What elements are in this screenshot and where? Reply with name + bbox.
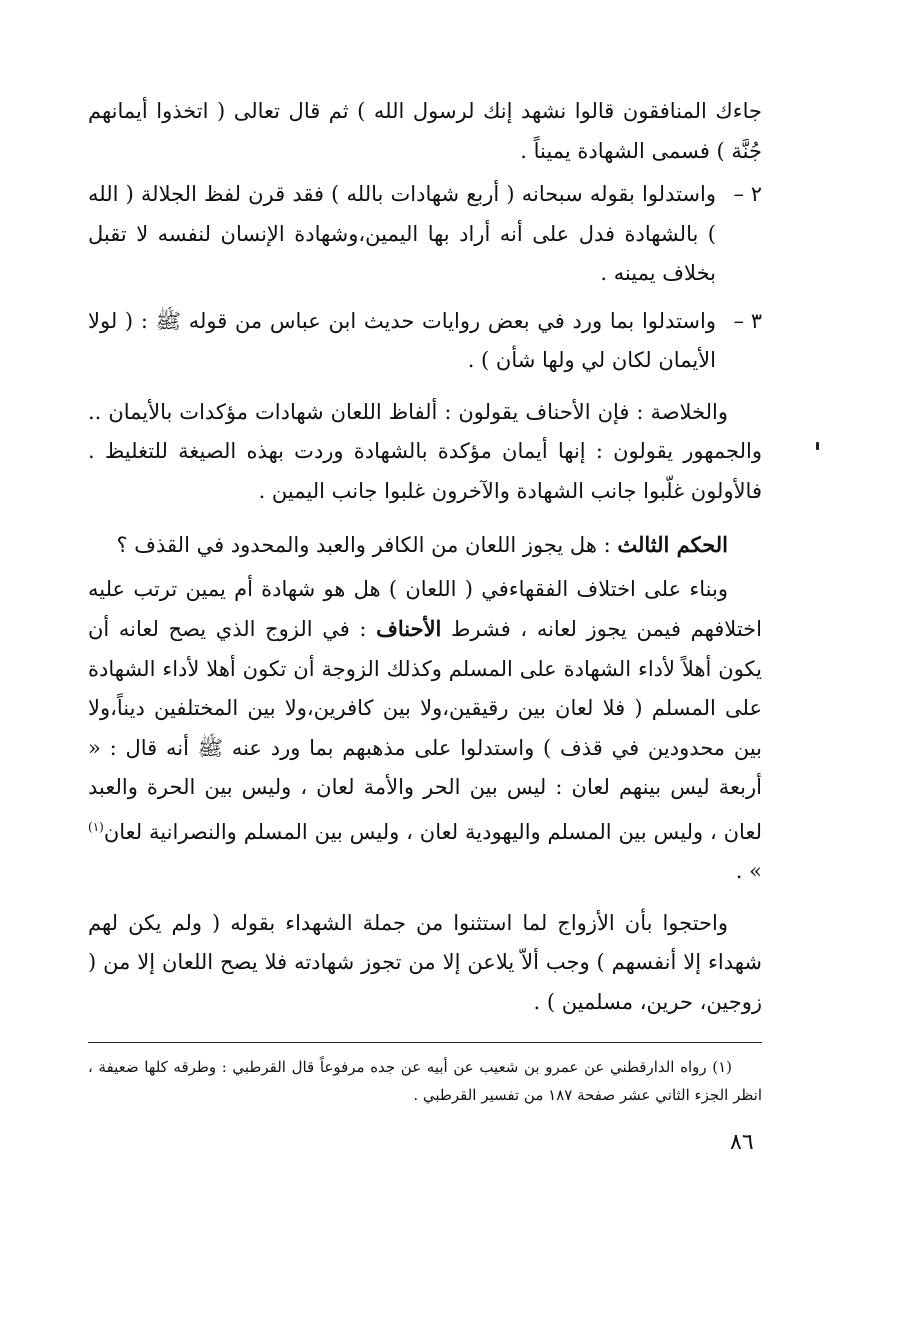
footnote-text: (١) رواه الدارقطني عن عمرو بن شعيب عن أبيه عن جده مرفوعاً قال القرطبي : وطرقه كلها ضعيفة ، انظر الجزء الثاني عشر صفحة ١٨٧ من تفسير القرطبي . [88, 1058, 762, 1104]
page-number: ٨٦ [730, 1130, 754, 1155]
ruling-text-body: : في الزوج الذي يصح لعانه أن يكون أهلاً لأداء الشهادة على المسلم وكذلك الزوجة أن تكون أهلا لأداء الشهادة على المسلم ( فلا لعان بين رقيقين،ولا بين كافرين،ولا بين المختلفين ديناً،ولا بين محدودين في قذف ) واستدلوا على مذهبهم بما ورد عنه ﷺ أنه قال : « أربعة ليس بينهم لعان : ليس بين الحر والأمة لعان ، وليس بين الحرة والعبد لعان ، وليس بين المسلم واليهودية لعان ، وليس بين المسلم والنصرانية لعان [88, 617, 762, 844]
footnote-ref: (١) [88, 819, 104, 834]
list-item-3 [88, 302, 762, 381]
heading-question: : هل يجوز اللعان من الكافر والعبد والمحدود في القذف ؟ [116, 533, 618, 557]
paragraph-ruling [88, 570, 762, 892]
paragraph-conclusion: والخلاصة : فإن الأحناف يقولون : ألفاظ اللعان شهادات مؤكدات بالأيمان .. والجمهور يقولون : إنها أيمان مؤكدة بالشهادة وردت بهذه الصيغة للتغليظ . فالأولون غلّبوا جانب الشهادة والآخرون غلبوا جانب اليمين . [88, 399, 762, 503]
section-heading [88, 525, 762, 566]
ruling-text-end: » . [735, 859, 762, 883]
paragraph-opening: جاءك المنافقون قالوا نشهد إنك لرسول الله ) ثم قال تعالى ( اتخذوا أيمانهم جُنَّة ) فسمى الشهادة يميناً . [88, 99, 762, 163]
heading-label: الحكم الثالث [617, 532, 728, 557]
item-text: واستدلوا بما ورد في بعض روايات حديث ابن عباس من قوله ﷺ : ( لولا الأيمان لكان لي ولها شأن ) . [88, 308, 716, 372]
margin-mark [816, 442, 819, 450]
footnote-divider [88, 1042, 762, 1043]
ruling-bold-term: الأحناف [376, 616, 442, 641]
list-item-2 [88, 175, 762, 294]
ruling-text-start: وبناء على اختلاف الفقهاءفي ( اللعان ) هل هو شهادة أم يمين ترتب عليه اختلافهم فيمن يجوز لعانه ، فشرط [88, 576, 762, 641]
paragraph-argument: واحتجوا بأن الأزواج لما استثنوا من جملة الشهداء بقوله ( ولم يكن لهم شهداء إلا أنفسهم ) وجب ألاّ يلاعن إلا من تجوز شهادته فلا يصح اللعان إلا من ( زوجين، حرين، مسلمين ) . [88, 910, 762, 1014]
item-number: ٣ – [733, 308, 762, 333]
page-content [88, 92, 762, 1109]
item-number: ٢ – [733, 182, 762, 206]
item-text: واستدلوا بقوله سبحانه ( أربع شهادات بالله ) فقد قرن لفظ الجلالة ( الله ) بالشهادة فدل على أنه أراد بها اليمين،وشهادة الإنسان لنفسه لا تقبل بخلاف يمينه . [88, 182, 716, 285]
